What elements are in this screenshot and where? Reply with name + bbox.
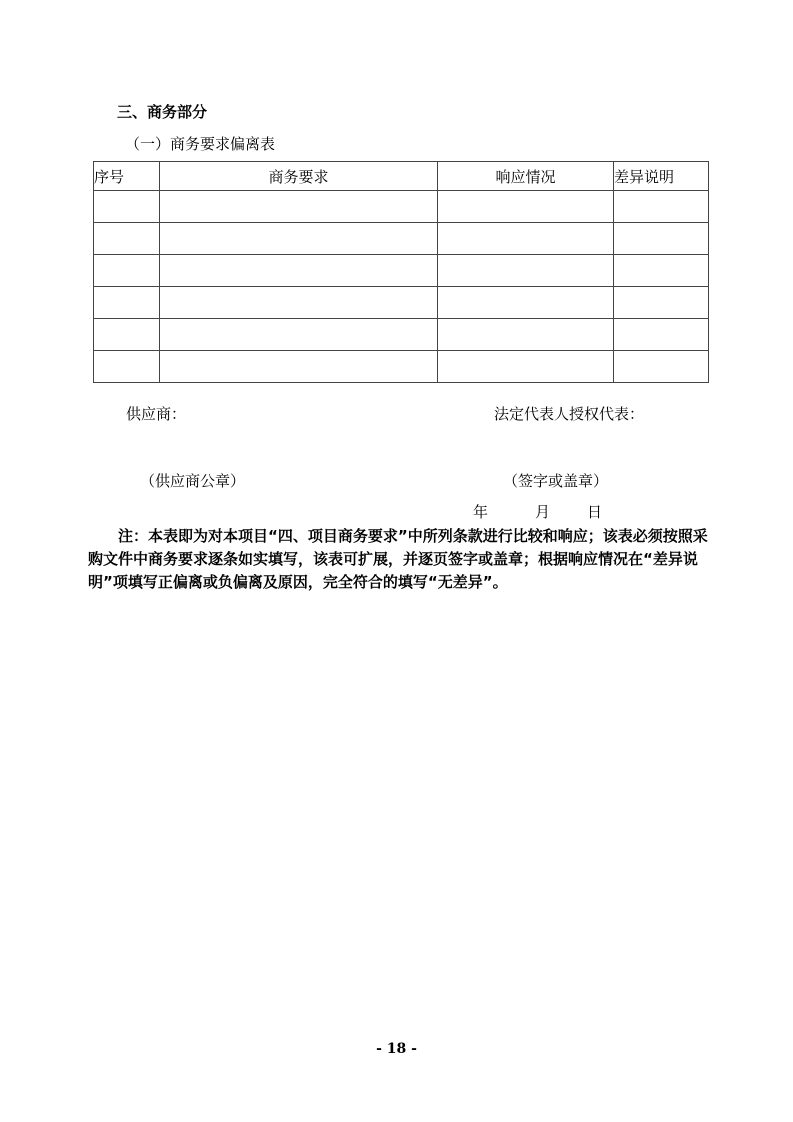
business-deviation-table bbox=[93, 161, 709, 383]
authorized-representative-label: 法定代表人授权代表： bbox=[494, 405, 645, 423]
supplier-label: 供应商： bbox=[126, 405, 187, 423]
table-cell[interactable] bbox=[94, 287, 160, 319]
header-business-requirement: 商务要求 bbox=[160, 162, 438, 191]
table-cell[interactable] bbox=[94, 191, 160, 223]
table-row bbox=[94, 351, 709, 383]
date-year-label: 年 bbox=[473, 503, 489, 521]
table-cell[interactable] bbox=[94, 223, 160, 255]
table-cell[interactable] bbox=[614, 287, 709, 319]
header-serial-number: 序号 bbox=[94, 162, 160, 191]
table-row bbox=[94, 319, 709, 351]
header-response: 响应情况 bbox=[438, 162, 614, 191]
table-cell[interactable] bbox=[94, 255, 160, 287]
section-title: 三、商务部分 bbox=[117, 103, 208, 121]
table-cell[interactable] bbox=[160, 351, 438, 383]
table-cell[interactable] bbox=[94, 351, 160, 383]
table-cell[interactable] bbox=[614, 191, 709, 223]
table-cell[interactable] bbox=[438, 191, 614, 223]
table-row bbox=[94, 255, 709, 287]
table-row bbox=[94, 223, 709, 255]
sign-or-seal-label: （签字或盖章） bbox=[503, 472, 609, 490]
table-cell[interactable] bbox=[438, 255, 614, 287]
table-cell[interactable] bbox=[614, 255, 709, 287]
table-cell[interactable] bbox=[438, 319, 614, 351]
table-cell[interactable] bbox=[160, 319, 438, 351]
header-difference-note: 差异说明 bbox=[614, 162, 709, 191]
table-cell[interactable] bbox=[94, 319, 160, 351]
subsection-title: （一）商务要求偏离表 bbox=[125, 135, 276, 153]
table-cell[interactable] bbox=[614, 319, 709, 351]
table-cell[interactable] bbox=[438, 351, 614, 383]
table-note: 注：本表即为对本项目“四、项目商务要求”中所列条款进行比较和响应；该表必须按照采购文件中商务要求逐条如实填写，该表可扩展，并逐页签字或盖章；根据响应情况在“差异说明”项填写正偏离或负偏离及原因，完全符合的填写“无差异”。 bbox=[88, 527, 708, 591]
table-cell[interactable] bbox=[160, 287, 438, 319]
table-header-row bbox=[94, 162, 709, 191]
date-day-label: 日 bbox=[587, 503, 603, 521]
table-row bbox=[94, 191, 709, 223]
supplier-seal-label: （供应商公章） bbox=[140, 472, 246, 490]
table-cell[interactable] bbox=[160, 191, 438, 223]
table-cell[interactable] bbox=[614, 223, 709, 255]
table-row bbox=[94, 287, 709, 319]
page-number: - 18 - bbox=[376, 1041, 417, 1057]
table-cell[interactable] bbox=[160, 255, 438, 287]
date-month-label: 月 bbox=[535, 503, 551, 521]
table-cell[interactable] bbox=[438, 223, 614, 255]
table-cell[interactable] bbox=[438, 287, 614, 319]
table-cell[interactable] bbox=[614, 351, 709, 383]
table-cell[interactable] bbox=[160, 223, 438, 255]
